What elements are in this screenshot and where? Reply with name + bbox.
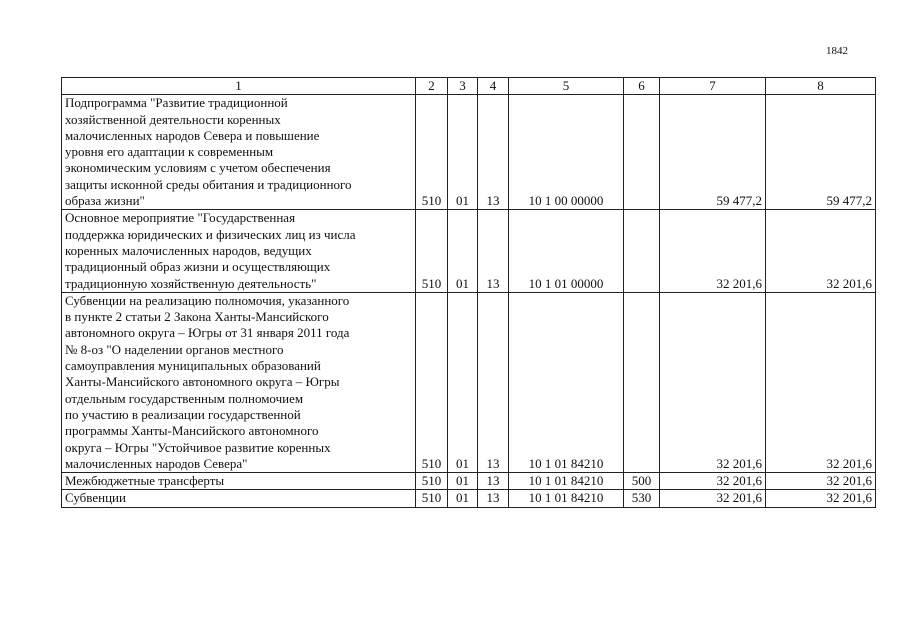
row-name: Субвенции <box>62 490 416 507</box>
table-row <box>62 490 876 507</box>
table-cell: 59 477,2 <box>766 95 876 210</box>
column-header: 2 <box>416 78 448 95</box>
table-cell: 13 <box>478 490 509 507</box>
table-cell: 510 <box>416 210 448 292</box>
table-cell: 01 <box>448 490 478 507</box>
table-cell <box>624 210 660 292</box>
column-header: 6 <box>624 78 660 95</box>
table-cell: 01 <box>448 473 478 490</box>
table-cell: 530 <box>624 490 660 507</box>
table-row <box>62 292 876 472</box>
table-cell: 510 <box>416 473 448 490</box>
table-cell <box>624 95 660 210</box>
table-cell: 510 <box>416 292 448 472</box>
table-cell: 13 <box>478 473 509 490</box>
table-cell: 10 1 01 00000 <box>509 210 624 292</box>
table-cell: 510 <box>416 95 448 210</box>
table-row <box>62 473 876 490</box>
row-name: Основное мероприятие "Государственная поддержка юридических и физических лиц из числа коренных малочисленных народов, ведущих традиционный образ жизни и осуществляющих традиционную хозяйственную деятельность" <box>62 210 416 292</box>
column-header: 7 <box>660 78 766 95</box>
column-header: 4 <box>478 78 509 95</box>
row-name: Субвенции на реализацию полномочия, указанного в пункте 2 статьи 2 Закона Ханты-Мансийского автономного округа – Югры от 31 января 2011 года № 8-оз "О наделении органов местного самоуправления муниципальных образований Ханты-Мансийского автономного округа – Югры отдельным государственным полномочием по участию в реализации государственной программы Ханты-Мансийского автономного округа – Югры "Устойчивое развитие коренных малочисленных народов Севера" <box>62 292 416 472</box>
column-header: 8 <box>766 78 876 95</box>
table-header-row <box>62 78 876 95</box>
table-cell: 32 201,6 <box>660 210 766 292</box>
row-name: Подпрограмма "Развитие традиционной хозяйственной деятельности коренных малочисленных народов Севера и повышение уровня его адаптации к современным экономическим условиям с учетом обеспечения защиты исконной среды обитания и традиционного образа жизни" <box>62 95 416 210</box>
page-number: 1842 <box>826 45 848 57</box>
table-cell: 32 201,6 <box>766 210 876 292</box>
table-cell: 13 <box>478 292 509 472</box>
table-cell: 10 1 01 84210 <box>509 490 624 507</box>
budget-table <box>61 77 876 508</box>
table-cell: 13 <box>478 95 509 210</box>
table-cell: 01 <box>448 95 478 210</box>
table-cell <box>624 292 660 472</box>
column-header: 3 <box>448 78 478 95</box>
row-name: Межбюджетные трансферты <box>62 473 416 490</box>
table-cell: 32 201,6 <box>766 490 876 507</box>
table-row <box>62 210 876 292</box>
table-cell: 510 <box>416 490 448 507</box>
table-cell: 500 <box>624 473 660 490</box>
table-cell: 10 1 00 00000 <box>509 95 624 210</box>
table-cell: 10 1 01 84210 <box>509 292 624 472</box>
table-cell: 59 477,2 <box>660 95 766 210</box>
table-cell: 13 <box>478 210 509 292</box>
table-cell: 01 <box>448 210 478 292</box>
column-header: 5 <box>509 78 624 95</box>
table-cell: 01 <box>448 292 478 472</box>
table-cell: 10 1 01 84210 <box>509 473 624 490</box>
column-header: 1 <box>62 78 416 95</box>
table-cell: 32 201,6 <box>660 490 766 507</box>
table-cell: 32 201,6 <box>660 473 766 490</box>
table-cell: 32 201,6 <box>766 292 876 472</box>
table-row <box>62 95 876 210</box>
table-cell: 32 201,6 <box>660 292 766 472</box>
table-cell: 32 201,6 <box>766 473 876 490</box>
